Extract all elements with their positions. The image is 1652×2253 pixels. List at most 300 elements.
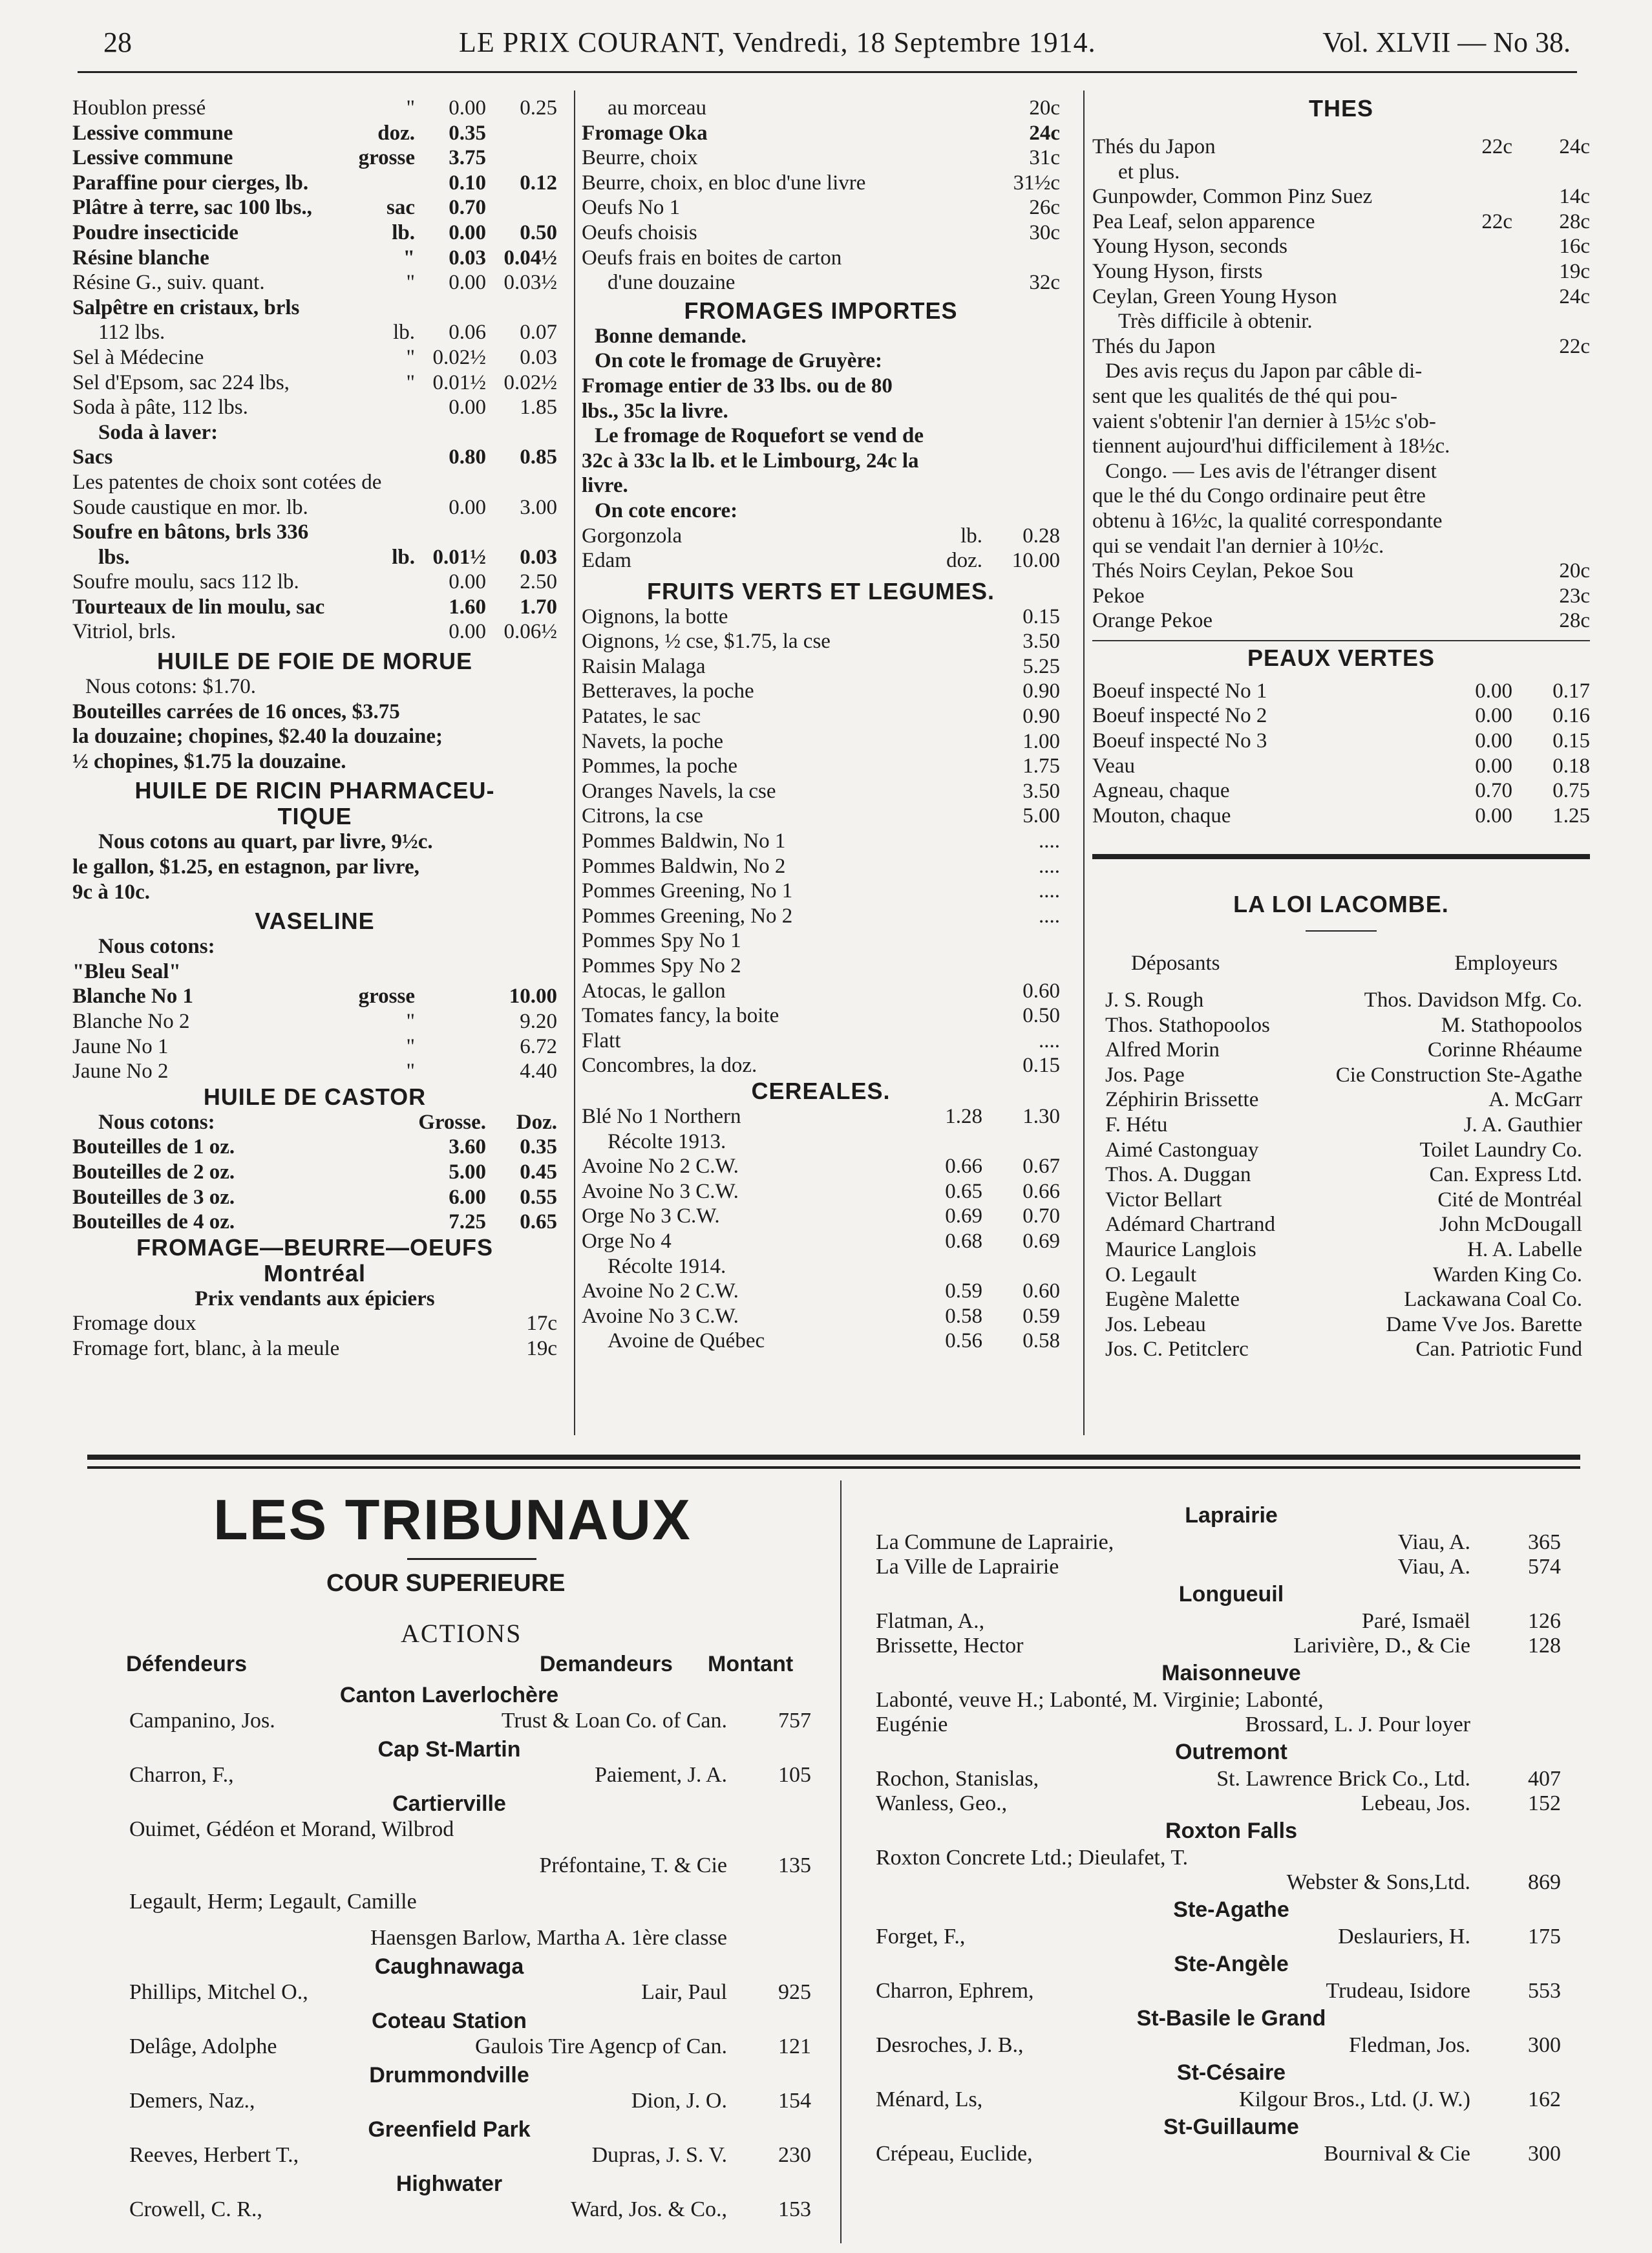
row-v3: 24c [1559,135,1590,158]
row-v1: lb. [393,321,415,345]
montant: 154 [778,2089,811,2113]
row-v3: 3.00 [520,495,557,519]
row-label: lbs. [98,545,130,569]
price-row [582,1204,1060,1229]
section-rule [1092,640,1590,641]
place-name: Ste-Agathe [1173,1897,1289,1922]
row-label: Soufre en bâtons, brls 336 [72,520,309,544]
price-row [582,1003,1060,1029]
row-label: Soda à pâte, 112 lbs. [72,396,248,420]
demandeur: Dupras, J. S. V. [591,2143,727,2167]
row-v1: sac [387,196,415,220]
row-v3: 1.70 [520,595,557,619]
deposant: J. S. Rough [1105,988,1204,1012]
row-v3: 5.00 [1022,804,1060,828]
lacombe-row [1092,1013,1590,1038]
row-v2: 5.00 [449,1160,486,1184]
row-v2: 0.01½ [432,545,486,569]
text-line: Congo. — Les avis de l'étranger disent [1105,459,1437,483]
row-v3: 0.03½ [503,271,557,295]
row-v3: 32c [1029,271,1060,295]
price-row [582,629,1060,654]
row-label: Blanche No 1 [72,985,194,1009]
text-line: livre. [582,474,628,498]
row-v3: 0.35 [520,1135,557,1159]
row-label: Lessive commune [72,146,233,170]
row-v2: 3.75 [449,146,486,170]
row-label: Fromage doux [72,1312,196,1336]
defendeur: Flatman, A., [876,1609,985,1633]
row-v2: 0.58 [945,1304,982,1328]
row-label: Patates, le sac [582,705,701,729]
row-v2: 0.02½ [432,345,486,369]
row-label: Salpêtre en cristaux, brls [72,295,300,319]
price-row [72,595,557,620]
row-v3: 19c [526,1336,557,1360]
price-row [1092,559,1590,584]
text-line: Prix vendants aux épiciers [195,1287,435,1310]
price-row [1092,259,1590,284]
text-line: Des avis reçus du Japon par câble di- [1105,359,1423,383]
row-label: Pommes Spy No 2 [582,954,741,977]
row-label: Avoine No 3 C.W. [582,1304,739,1328]
row-v3: 0.65 [520,1210,557,1234]
defendeur: La Ville de Laprairie [876,1555,1059,1579]
row-label: Pommes, la poche [582,754,738,778]
price-row [582,246,1060,271]
price-row [72,1336,557,1361]
place-name: Outremont [1175,1740,1287,1764]
place-name: Laprairie [1185,1503,1278,1528]
lacombe-row [1092,1162,1590,1188]
text-line: Bouteilles carrées de 16 onces, $3.75 [72,699,400,723]
price-row [582,1279,1060,1304]
text-line: Nous cotons: $1.70. [85,675,256,699]
demandeur: Viau, A. [1397,1555,1470,1579]
price-row [582,654,1060,679]
price-row [582,979,1060,1004]
page-header [97,26,1571,65]
row-label: Mouton, chaque [1092,804,1231,828]
row-label: Soude caustique en mor. lb. [72,495,308,519]
lacombe-row [1092,1337,1590,1362]
row-v3: 0.17 [1552,679,1590,703]
price-row [72,145,557,171]
row-label: Pommes Greening, No 1 [582,879,793,903]
deposant: Adémard Chartrand [1105,1213,1275,1237]
row-label: Fromage Oka [582,121,708,145]
demandeur: Kilgour Bros., Ltd. (J. W.) [1239,2087,1470,2111]
row-v3: .... [1039,904,1060,928]
row-v2: 0.00 [1475,704,1512,728]
column-divider [1083,91,1085,1435]
defendeur: Rochon, Stanislas, [876,1767,1039,1791]
row-v2: 0.80 [449,445,486,469]
employeur: Lackawana Coal Co. [1404,1288,1582,1312]
row-label: Tourteaux de lin moulu, sac [72,595,325,619]
price-row [1092,209,1590,235]
section-title: Montréal [263,1259,366,1287]
lacombe-row [1092,1138,1590,1163]
row-label: Orge No 4 [582,1229,672,1253]
price-row [72,520,557,545]
lacombe-head-right: Employeurs [1454,952,1558,976]
text-line: la douzaine; chopines, $2.40 la douzaine; [72,725,443,749]
column-divider [840,1480,842,2243]
row-v2: 3.60 [449,1135,486,1159]
lacombe-head-left: Déposants [1131,952,1220,976]
row-label: Beurre, choix, en bloc d'une livre [582,171,866,195]
price-row [72,1185,557,1210]
defendeur: Forget, F., [876,1925,966,1949]
row-label: Atocas, le gallon [582,979,726,1003]
row-v1: " [406,96,415,120]
defendeur: Charron, Ephrem, [876,1979,1034,2003]
section-title: CEREALES. [751,1077,891,1104]
defendeur: Roxton Concrete Ltd.; Dieulafet, T. [876,1846,1189,1870]
price-row [72,1034,557,1060]
montant: 230 [778,2143,811,2167]
price-row [72,1160,557,1185]
title-rule [1306,930,1377,932]
row-label: Blé No 1 Northern [582,1104,741,1128]
section-title: HUILE DE RICIN PHARMACEU- [134,777,495,804]
row-label: Sel d'Epsom, sac 224 lbs, [72,370,290,394]
price-row [1092,184,1590,209]
lacombe-row [1092,1263,1590,1288]
price-column-2 [582,96,1060,1354]
row-label: Betteraves, la poche [582,679,754,703]
price-row [72,420,557,445]
row-v2: 0.35 [449,121,486,145]
row-label: Très difficile à obtenir. [1118,310,1313,334]
price-row [582,195,1060,220]
price-row [72,270,557,295]
montant: 105 [778,1763,811,1787]
col-head-montant: Montant [708,1652,794,1676]
montant: 162 [1528,2087,1561,2111]
price-row [72,570,557,595]
row-v3: 0.07 [520,321,557,345]
row-v3: 28c [1559,609,1590,633]
row-v3: .... [1039,879,1060,903]
row-label: Soda à laver: [98,420,218,444]
row-label: Avoine No 2 C.W. [582,1279,739,1303]
lacombe-row [1092,1038,1590,1063]
text-line: que le thé du Congo ordinaire peut être [1092,484,1426,508]
defendeur: Ouimet, Gédéon et Morand, Wilbrod [129,1817,454,1841]
row-v2: 0.00 [449,271,486,295]
text-line: "Bleu Seal" [72,959,181,983]
row-v3: 1.75 [1022,754,1060,778]
price-row [1092,234,1590,259]
row-label: Veau [1092,754,1135,778]
row-label: Thés du Japon [1092,135,1216,158]
castor-header [72,1110,557,1135]
price-row [72,1311,557,1336]
defendeur: Labonté, veuve H.; Labonté, M. Virginie; Labonté, [876,1688,1324,1712]
row-label: Beurre, choix [582,146,698,170]
section-title: FROMAGE—BEURRE—OEUFS [136,1233,494,1261]
lacombe-row [1092,1087,1590,1113]
row-v3: .... [1039,1029,1060,1052]
price-row [582,220,1060,246]
price-row [582,171,1060,196]
row-label: 112 lbs. [98,321,165,345]
place-name: Caughnawaga [374,1954,524,1979]
row-v1: " [406,345,415,369]
price-row [582,270,1060,295]
price-row [1092,754,1590,779]
text-line: qui se vendait l'an dernier à 10½c. [1092,534,1384,558]
defendeur: Reeves, Herbert T., [129,2143,299,2167]
row-v2: 7.25 [449,1210,486,1234]
montant: 574 [1528,1555,1561,1579]
demandeur: Brossard, L. J. Pour loyer [1245,1713,1470,1736]
employeur: Cité de Montréal [1437,1188,1582,1212]
montant: 869 [1528,1870,1561,1894]
price-row [72,295,557,321]
row-v1: lb. [392,220,415,244]
row-v3: 0.58 [1022,1329,1060,1353]
price-row [1092,729,1590,754]
row-v2: 0.70 [1475,779,1512,803]
price-row [582,1029,1060,1054]
price-row [1092,608,1590,634]
title-rule [407,1558,536,1560]
price-row [582,904,1060,929]
row-label: Tomates fancy, la boite [582,1004,779,1028]
lacombe-row [1092,988,1590,1013]
row-label: et plus. [1118,160,1180,184]
row-label: Vitriol, brls. [72,620,176,644]
defendeur: Desroches, J. B., [876,2033,1024,2057]
price-row [72,1059,557,1084]
row-v3: 1.00 [1022,729,1060,753]
row-v1: " [406,370,415,394]
row-v3: 0.55 [520,1185,557,1209]
row-label: Résine blanche [72,246,209,270]
montant: 300 [1528,2033,1561,2057]
row-v2: 0.00 [1475,679,1512,703]
price-row [72,246,557,271]
deposant: Victor Bellart [1105,1188,1222,1212]
price-row [582,754,1060,779]
montant: 365 [1528,1530,1561,1554]
text-line: lbs., 35c la livre. [582,399,728,423]
row-v2: 0.00 [449,570,486,594]
row-v2: 0.59 [945,1279,982,1303]
row-v2: 0.00 [449,495,486,519]
price-row [582,954,1060,979]
deposant: Jos. Lebeau [1105,1312,1206,1336]
row-v3: 0.18 [1552,754,1590,778]
row-label: Avoine de Québec [608,1329,765,1353]
row-label: Pekoe [1092,584,1145,608]
demandeur: Dion, J. O. [631,2089,727,2113]
defendeur: Crowell, C. R., [129,2197,262,2221]
row-v3: 0.85 [520,445,557,469]
price-row [1092,679,1590,704]
price-row [582,1229,1060,1254]
price-row [582,804,1060,829]
row-v3: 20c [1559,559,1590,583]
price-row [582,1304,1060,1329]
price-row [72,1135,557,1160]
price-row [582,829,1060,854]
defendeur: Campanino, Jos. [129,1709,275,1733]
price-row [582,121,1060,146]
text-line: Nous cotons: [98,935,215,959]
row-label: d'une douzaine [608,271,736,295]
demandeur: Trudeau, Isidore [1326,1979,1470,2003]
row-label: Edam [582,549,631,573]
demandeur: Lair, Paul [641,1980,727,2004]
row-v3: 10.00 [509,985,557,1009]
row-v1: grosse [358,146,415,170]
row-v3: 0.25 [520,96,557,120]
court-title: COUR SUPERIEURE [326,1570,566,1597]
demandeur: Webster & Sons,Ltd. [1286,1870,1470,1894]
montant: 128 [1528,1634,1561,1658]
place-name: Roxton Falls [1165,1819,1298,1843]
row-v3: 23c [1559,584,1590,608]
price-row [582,1179,1060,1204]
price-row [582,854,1060,879]
lacombe-header [1092,951,1590,976]
row-label: Nous cotons: [98,1110,215,1134]
demandeur: Viau, A. [1397,1530,1470,1554]
volume-number: Vol. XLVII — No 38. [1322,27,1571,58]
row-label: Boeuf inspecté No 3 [1092,729,1267,753]
demandeur: Bournival & Cie [1324,2142,1470,2166]
row-v3: 3.50 [1022,630,1060,654]
row-v3: Doz. [516,1110,557,1134]
price-row [582,779,1060,804]
price-row [72,619,557,645]
row-label: Oignons, la botte [582,604,728,628]
row-label: Boeuf inspecté No 1 [1092,679,1267,703]
montant: 175 [1528,1925,1561,1949]
montant: 121 [778,2034,811,2058]
row-v1: doz. [377,121,415,145]
price-row [1092,334,1590,359]
text-line: 9c à 10c. [72,880,151,904]
employeur: Cie Construction Ste-Agathe [1335,1063,1582,1087]
defendeur: Phillips, Mitchel O., [129,1980,308,2004]
row-label: Récolte 1914. [608,1254,726,1278]
row-label: Poudre insecticide [72,220,238,244]
montant: 300 [1528,2142,1561,2166]
row-v3: 4.40 [520,1060,557,1084]
deposant: Alfred Morin [1105,1038,1220,1062]
section-title: FROMAGES IMPORTES [684,297,958,324]
lacombe-row [1092,1188,1590,1213]
section-title: LA LOI LACOMBE. [1233,891,1449,918]
price-row [1092,804,1590,829]
row-v2: 0.00 [1475,729,1512,753]
row-v1: " [406,1060,415,1084]
lacombe-row [1092,1113,1590,1138]
demandeur: Larivière, D., & Cie [1293,1634,1470,1658]
row-label: Sacs [72,445,113,469]
lacombe-row [1092,1212,1590,1237]
row-v2: 0.00 [1475,754,1512,778]
demandeur: Deslauriers, H. [1338,1925,1470,1949]
row-v3: 5.25 [1022,654,1060,678]
row-label: Oignons, ½ cse, $1.75, la cse [582,630,831,654]
row-v3: 10.00 [1011,549,1060,573]
deposant: Aimé Castonguay [1105,1138,1259,1162]
text-line: sent que les qualités de thé qui pou- [1092,384,1397,408]
place-name: Cartierville [392,1791,506,1816]
price-row [72,445,557,470]
deposant: Thos. A. Duggan [1105,1163,1251,1187]
row-label: Oeufs choisis [582,220,697,244]
demandeur: Paré, Ismaël [1361,1609,1470,1633]
spacer [1092,976,1590,988]
row-v2: doz. [946,549,982,573]
row-label: Young Hyson, firsts [1092,259,1263,283]
price-row [582,524,1060,549]
row-v3: 0.03 [520,545,557,569]
row-label: Gunpowder, Common Pinz Suez [1092,185,1373,209]
row-v1: lb. [392,545,415,569]
place-name: Ste-Angèle [1174,1952,1289,1976]
row-v2: 0.10 [449,171,486,195]
price-row [72,395,557,420]
col-head-defendeurs: Défendeurs [126,1652,248,1676]
row-v2: 0.00 [449,620,486,644]
row-v1: " [406,1010,415,1033]
row-v3: 31½c [1013,171,1060,195]
price-row [582,604,1060,630]
section-rule [1092,854,1590,859]
row-v3: 1.30 [1022,1104,1060,1128]
row-v3: 0.28 [1022,524,1060,548]
row-v2: 6.00 [449,1185,486,1209]
row-label: Boeuf inspecté No 2 [1092,704,1267,728]
row-v3: 0.45 [520,1160,557,1184]
row-v3: 0.16 [1552,704,1590,728]
demandeur: Trust & Loan Co. of Can. [501,1709,727,1733]
row-v2: 0.03 [449,246,486,270]
row-label: Plâtre à terre, sac 100 lbs., [72,196,312,220]
row-label: Avoine No 2 C.W. [582,1155,739,1179]
employeur: Can. Patriotic Fund [1415,1338,1582,1361]
row-v2: 0.00 [449,220,486,244]
price-row [72,121,557,146]
row-v3: .... [1039,829,1060,853]
row-v2: 0.68 [945,1229,982,1253]
row-v2: 1.60 [449,595,486,619]
row-v1: " [406,1034,415,1058]
demandeur: Ward, Jos. & Co., [571,2197,727,2221]
price-row [72,495,557,520]
text-line: vaient s'obtenir l'an dernier à 15½c s'ob- [1092,409,1436,433]
row-v2: 0.00 [449,96,486,120]
section-title: HUILE DE CASTOR [203,1083,427,1110]
deposant: F. Hétu [1105,1113,1168,1137]
price-row [1092,703,1590,729]
row-v3: 0.06½ [503,620,557,644]
price-row [72,195,557,220]
row-v3: 0.69 [1022,1229,1060,1253]
montant: 553 [1528,1979,1561,2003]
row-v3: 20c [1029,96,1060,120]
deposant: Eugène Malette [1105,1288,1240,1312]
lacombe-row [1092,1063,1590,1088]
